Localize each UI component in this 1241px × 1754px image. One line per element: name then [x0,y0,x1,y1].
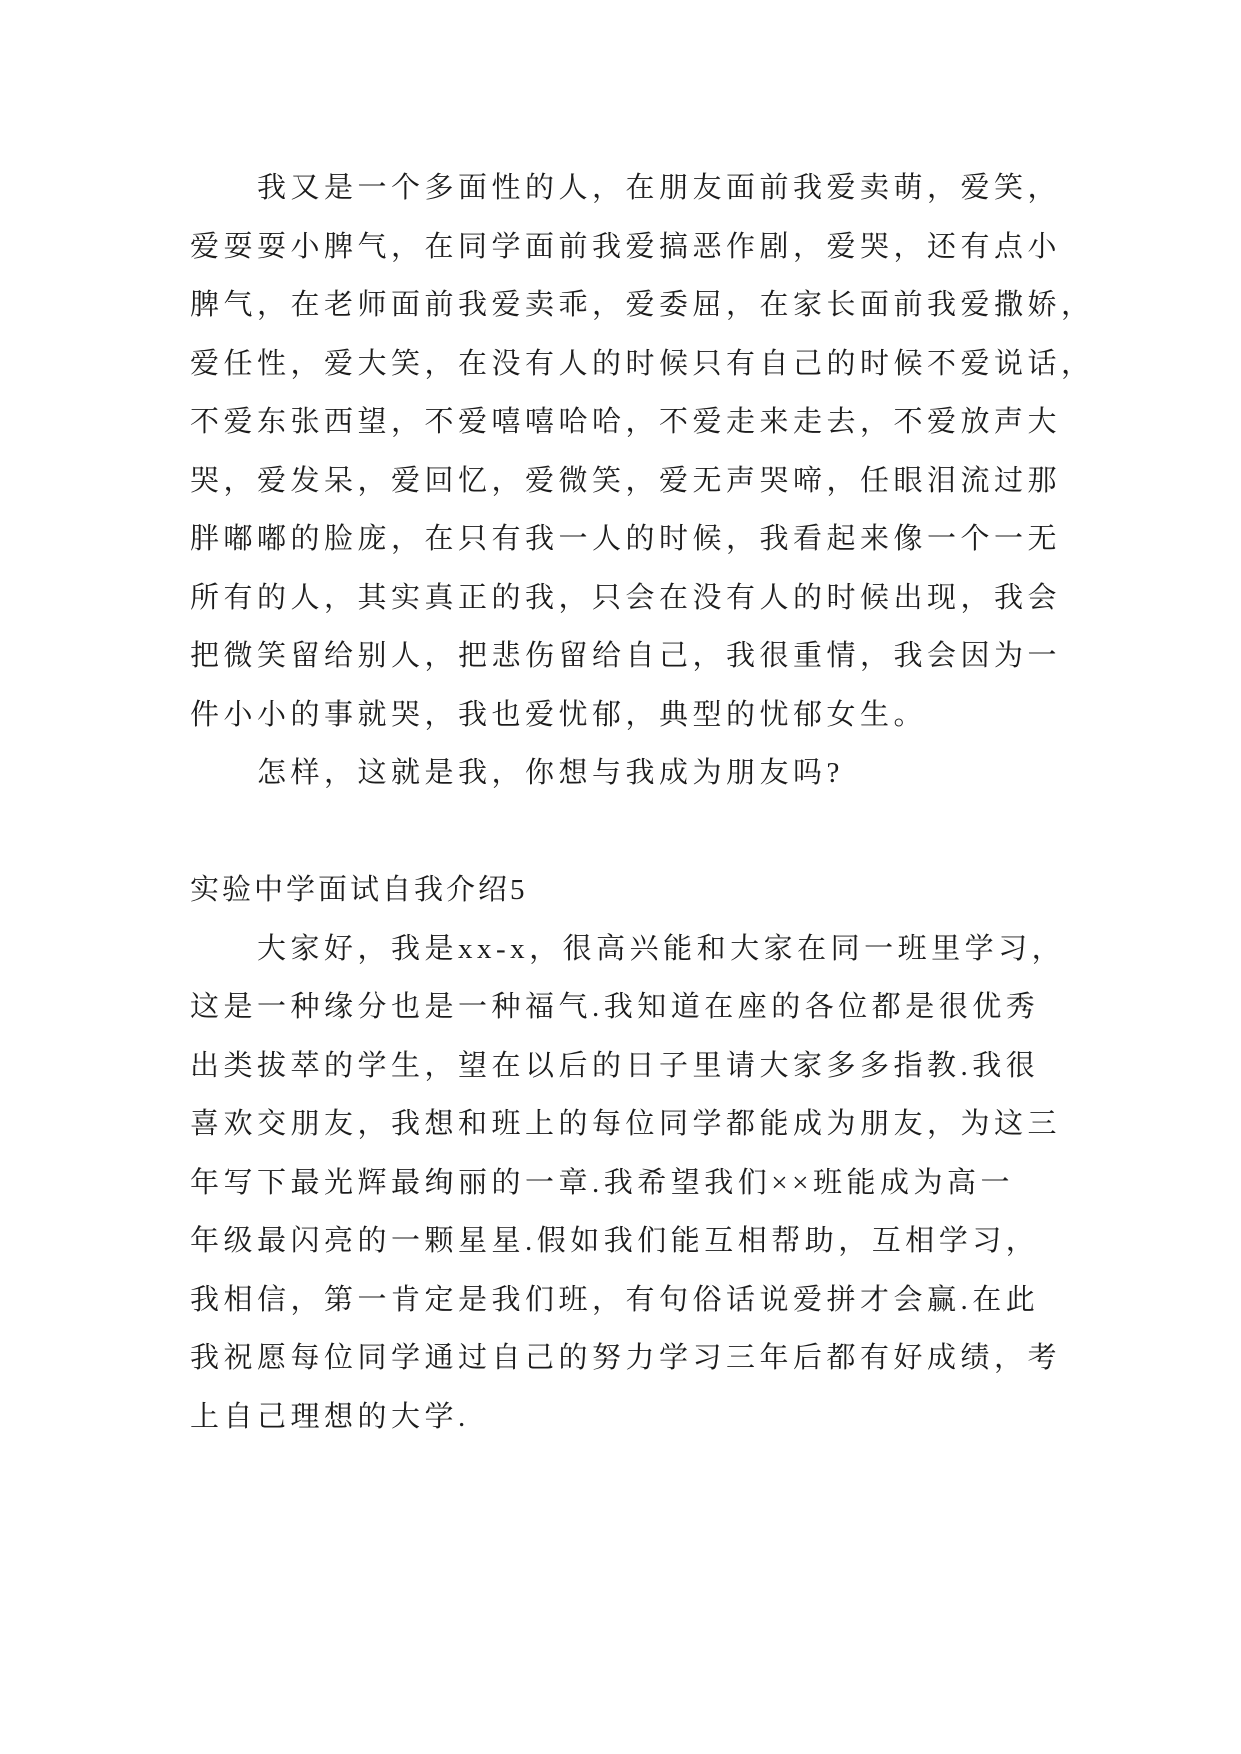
paragraph-line: 我又是一个多面性的人，在朋友面前我爱卖萌，爱笑， [257,172,1062,204]
paragraph-line: 喜欢交朋友，我想和班上的每位同学都能成为朋友，为这三 [190,1108,1062,1140]
paragraph-line: 不爱东张西望，不爱嘻嘻哈哈，不爱走来走去，不爱放声大 [190,406,1062,438]
paragraph-line: 我祝愿每位同学通过自己的努力学习三年后都有好成绩，考 [190,1342,1062,1374]
paragraph-introduction [190,920,1090,1447]
paragraph-line: 上自己理想的大学. [190,1400,470,1433]
section-heading: 实验中学面试自我介绍5 [190,874,528,906]
paragraph-line: 件小小的事就哭，我也爱忧郁，典型的忧郁女生。 [190,698,928,731]
paragraph-line: 胖嘟嘟的脸庞，在只有我一人的时候，我看起来像一个一无 [190,523,1062,555]
paragraph-personality [190,159,1095,744]
paragraph-line: 年级最闪亮的一颗星星.假如我们能互相帮助，互相学习， [190,1225,1040,1257]
paragraph-line: 出类拔萃的学生，望在以后的日子里请大家多多指教.我很 [190,1049,1040,1082]
paragraph-line: 这是一种缘分也是一种福气.我知道在座的各位都是很优秀 [190,991,1040,1023]
paragraph-line: 怎样，这就是我，你想与我成为朋友吗? [257,757,844,789]
paragraph-line: 所有的人，其实真正的我，只会在没有人的时候出现，我会 [190,581,1062,614]
paragraph-line: 爱任性，爱大笑，在没有人的时候只有自己的时候不爱说话， [190,347,1095,380]
paragraph-line: 年写下最光辉最绚丽的一章.我希望我们××班能成为高一 [190,1166,1014,1199]
paragraph-line: 爱耍耍小脾气，在同学面前我爱搞恶作剧，爱哭，还有点小 [190,230,1062,263]
paragraph-line: 把微笑留给别人，把悲伤留给自己，我很重情，我会因为一 [190,640,1062,672]
paragraph-line: 脾气，在老师面前我爱卖乖，爱委屈，在家长面前我爱撒娇， [190,289,1095,321]
paragraph-line: 哭，爱发呆，爱回忆，爱微笑，爱无声哭啼，任眼泪流过那 [190,464,1062,497]
paragraph-line: 我相信，第一肯定是我们班，有句俗话说爱拼才会赢.在此 [190,1283,1040,1316]
paragraph-question [190,744,1090,803]
paragraph-line: 大家好，我是xx-x，很高兴能和大家在同一班里学习， [257,932,1066,965]
document-body [190,159,1095,1446]
blank-line [190,803,1090,862]
